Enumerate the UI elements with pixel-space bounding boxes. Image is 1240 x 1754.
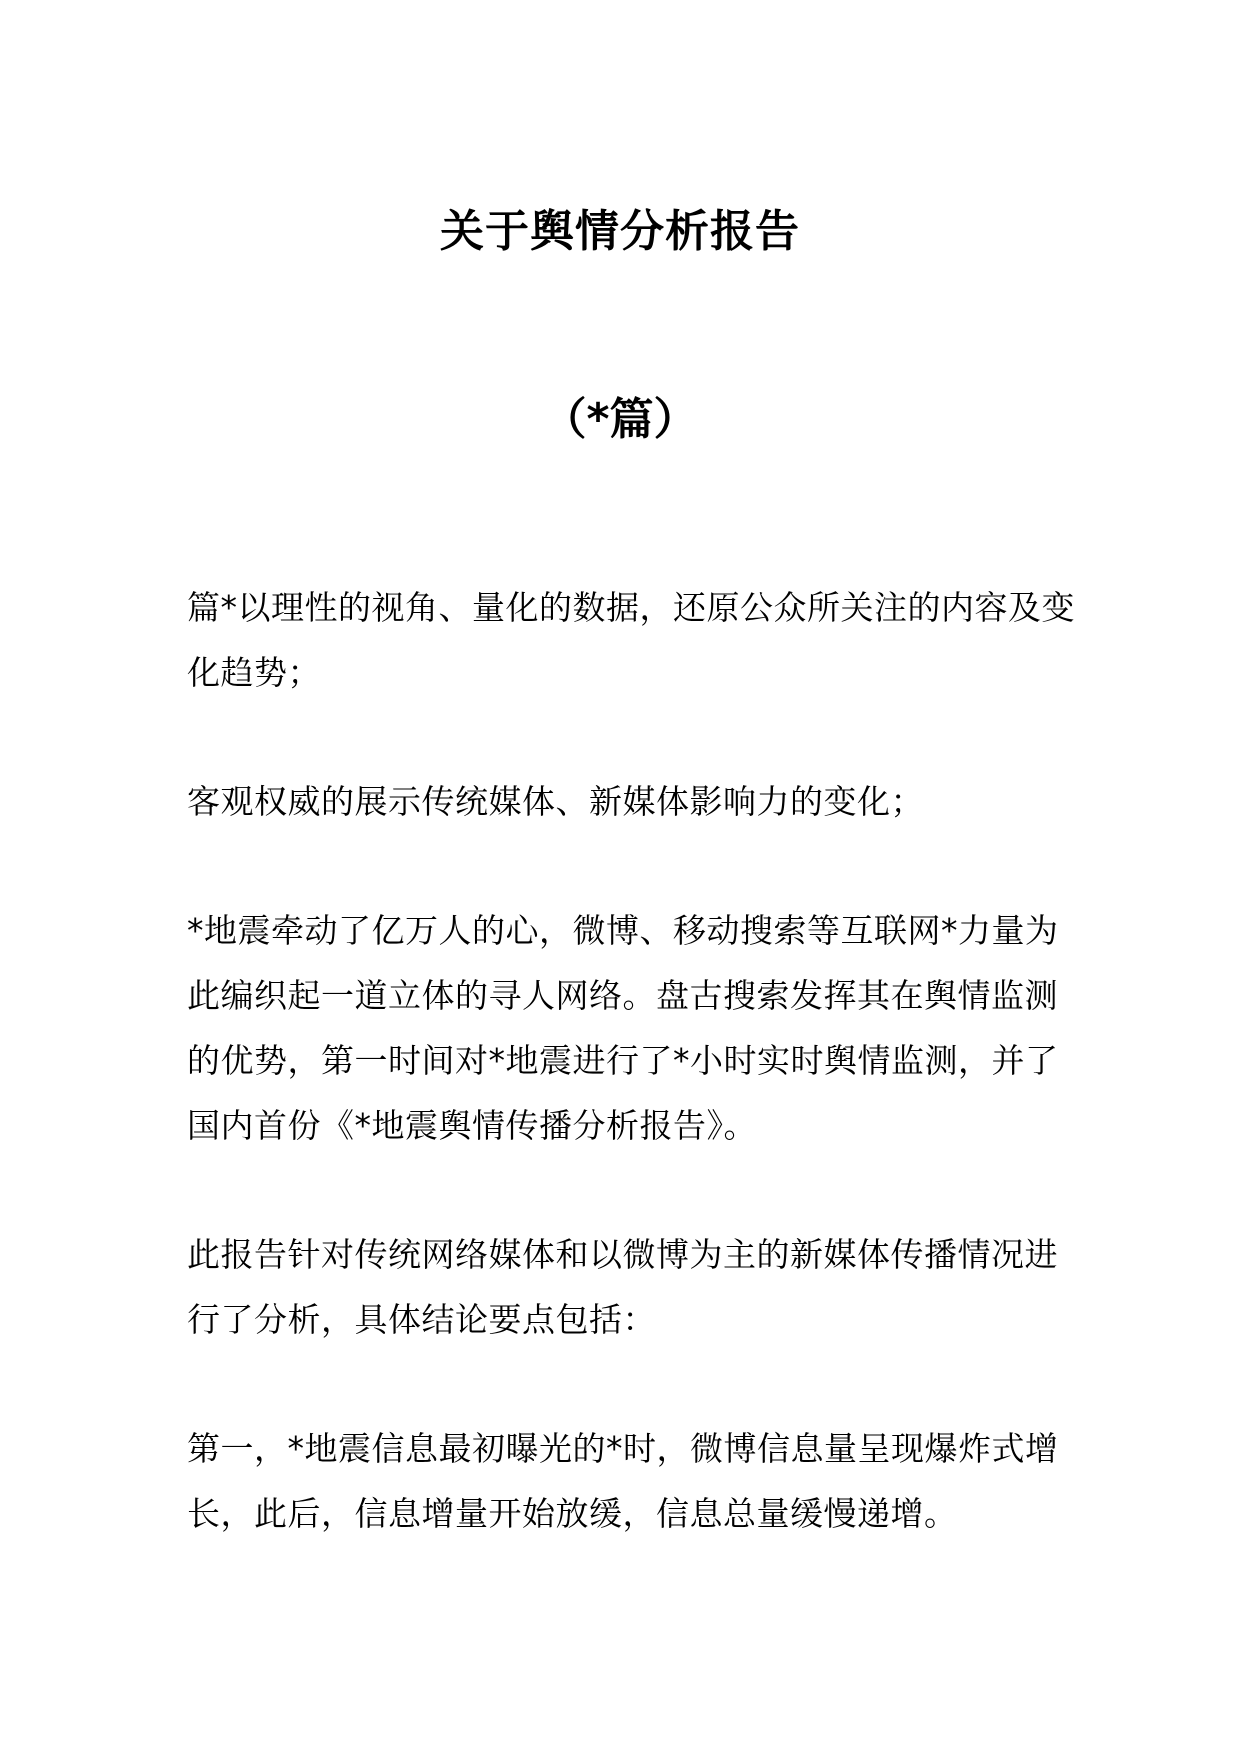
- document-subtitle: （*篇）: [542, 394, 698, 445]
- document-body: [187, 575, 1087, 1610]
- paragraph-4: 此报告针对传统网络媒体和以微博为主的新媒体传播情况进行了分析，具体结论要点包括：: [187, 1235, 1058, 1339]
- paragraph-3: *地震牵动了亿万人的心，微博、移动搜索等互联网*力量为此编织起一道立体的寻人网络。盘古搜索发挥其在舆情监测的优势，第一时间对*地震进行了*小时实时舆情监测，并了国内首份《*地震舆情传播分析报告》。: [187, 911, 1059, 1145]
- paragraph-2: 客观权威的展示传统媒体、新媒体影响力的变化；: [187, 782, 924, 821]
- paragraph-5: 第一，*地震信息最初曝光的*时，微博信息量呈现爆炸式增长，此后，信息增量开始放缓，信息总量缓慢递增。: [187, 1429, 1059, 1533]
- paragraph-1: 篇*以理性的视角、量化的数据，还原公众所关注的内容及变化趋势；: [187, 588, 1075, 692]
- document-title: 关于舆情分析报告: [440, 206, 800, 257]
